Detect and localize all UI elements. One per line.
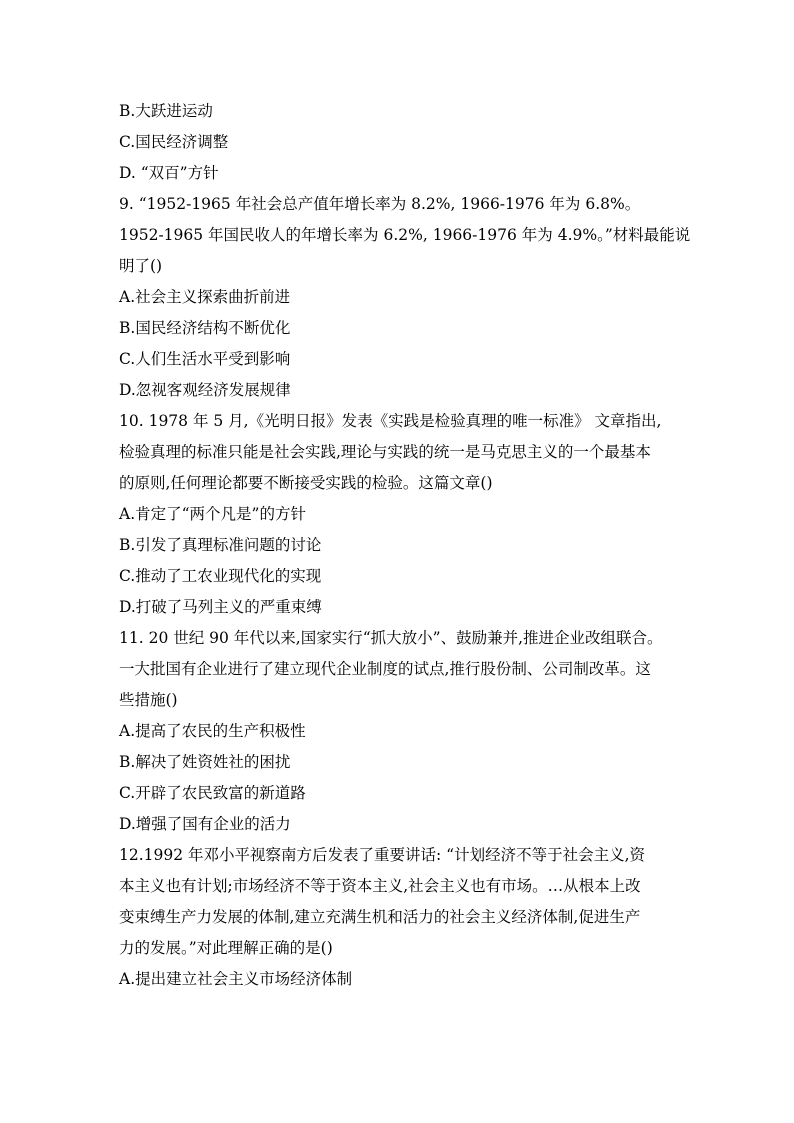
option-a: A.社会主义探索曲折前进 xyxy=(119,288,291,306)
question-stem-line: 10. 1978 年 5 月,《光明日报》发表《实践是检验真理的唯一标准》 文章指出, xyxy=(119,412,662,430)
option-c-prev: C.国民经济调整 xyxy=(119,133,229,151)
question-stem-line: 变束缚生产力发展的体制,建立充满生机和活力的社会主义经济体制,促进生产 xyxy=(119,908,641,926)
question-content xyxy=(119,96,691,995)
question-stem-line: 明了() xyxy=(119,257,163,275)
option-d: D.忽视客观经济发展规律 xyxy=(119,381,291,399)
question-stem-line: 力的发展。”对此理解正确的是() xyxy=(119,939,333,957)
option-b-prev: B.大跃进运动 xyxy=(119,102,213,120)
option-c: C.开辟了农民致富的新道路 xyxy=(119,784,306,802)
question-stem-line: 1952-1965 年国民收人的年增长率为 6.2%, 1966-1976 年为 4.9%。”材料最能说 xyxy=(119,226,691,244)
option-a: A.提出建立社会主义市场经济体制 xyxy=(119,970,353,988)
question-12 xyxy=(119,840,679,995)
question-stem-line: 12.1992 年邓小平视察南方后发表了重要讲话: “计划经济不等于社会主义,资 xyxy=(119,846,646,864)
question-11 xyxy=(119,623,679,840)
option-b: B.解决了姓资姓社的困扰 xyxy=(119,753,291,771)
option-a: A.肯定了“两个凡是”的方针 xyxy=(119,505,306,523)
question-stem-line: 些措施() xyxy=(119,691,178,709)
question-stem-line: 的原则,任何理论都要不断接受实践的检验。这篇文章() xyxy=(119,474,493,492)
question-stem-line: 检验真理的标准只能是社会实践,理论与实践的统一是马克思主义的一个最基本 xyxy=(119,443,651,461)
option-d: D.打破了马列主义的严重束缚 xyxy=(119,598,322,616)
question-stem-line: 9. “1952-1965 年社会总产值年增长率为 8.2%, 1966-1976 年为 6.8%。 xyxy=(119,195,641,213)
option-c: C.人们生活水平受到影响 xyxy=(119,350,291,368)
question-9 xyxy=(119,189,691,406)
question-10 xyxy=(119,406,679,623)
question-stem-line: 一大批国有企业进行了建立现代企业制度的试点,推行股份制、公司制改革。这 xyxy=(119,660,651,678)
question-stem-line: 本主义也有计划;市场经济不等于资本主义,社会主义也有市场。…从根本上改 xyxy=(119,877,641,895)
option-c: C.推动了工农业现代化的实现 xyxy=(119,567,322,585)
option-d: D.增强了国有企业的活力 xyxy=(119,815,291,833)
option-d-prev: D. “双百”方针 xyxy=(119,164,219,182)
option-a: A.提高了农民的生产积极性 xyxy=(119,722,306,740)
question-stem-line: 11. 20 世纪 90 年代以来,国家实行“抓大放小”、鼓励兼并,推进企业改组联合。 xyxy=(119,629,663,647)
option-b: B.国民经济结构不断优化 xyxy=(119,319,291,337)
option-b: B.引发了真理标准问题的讨论 xyxy=(119,536,322,554)
